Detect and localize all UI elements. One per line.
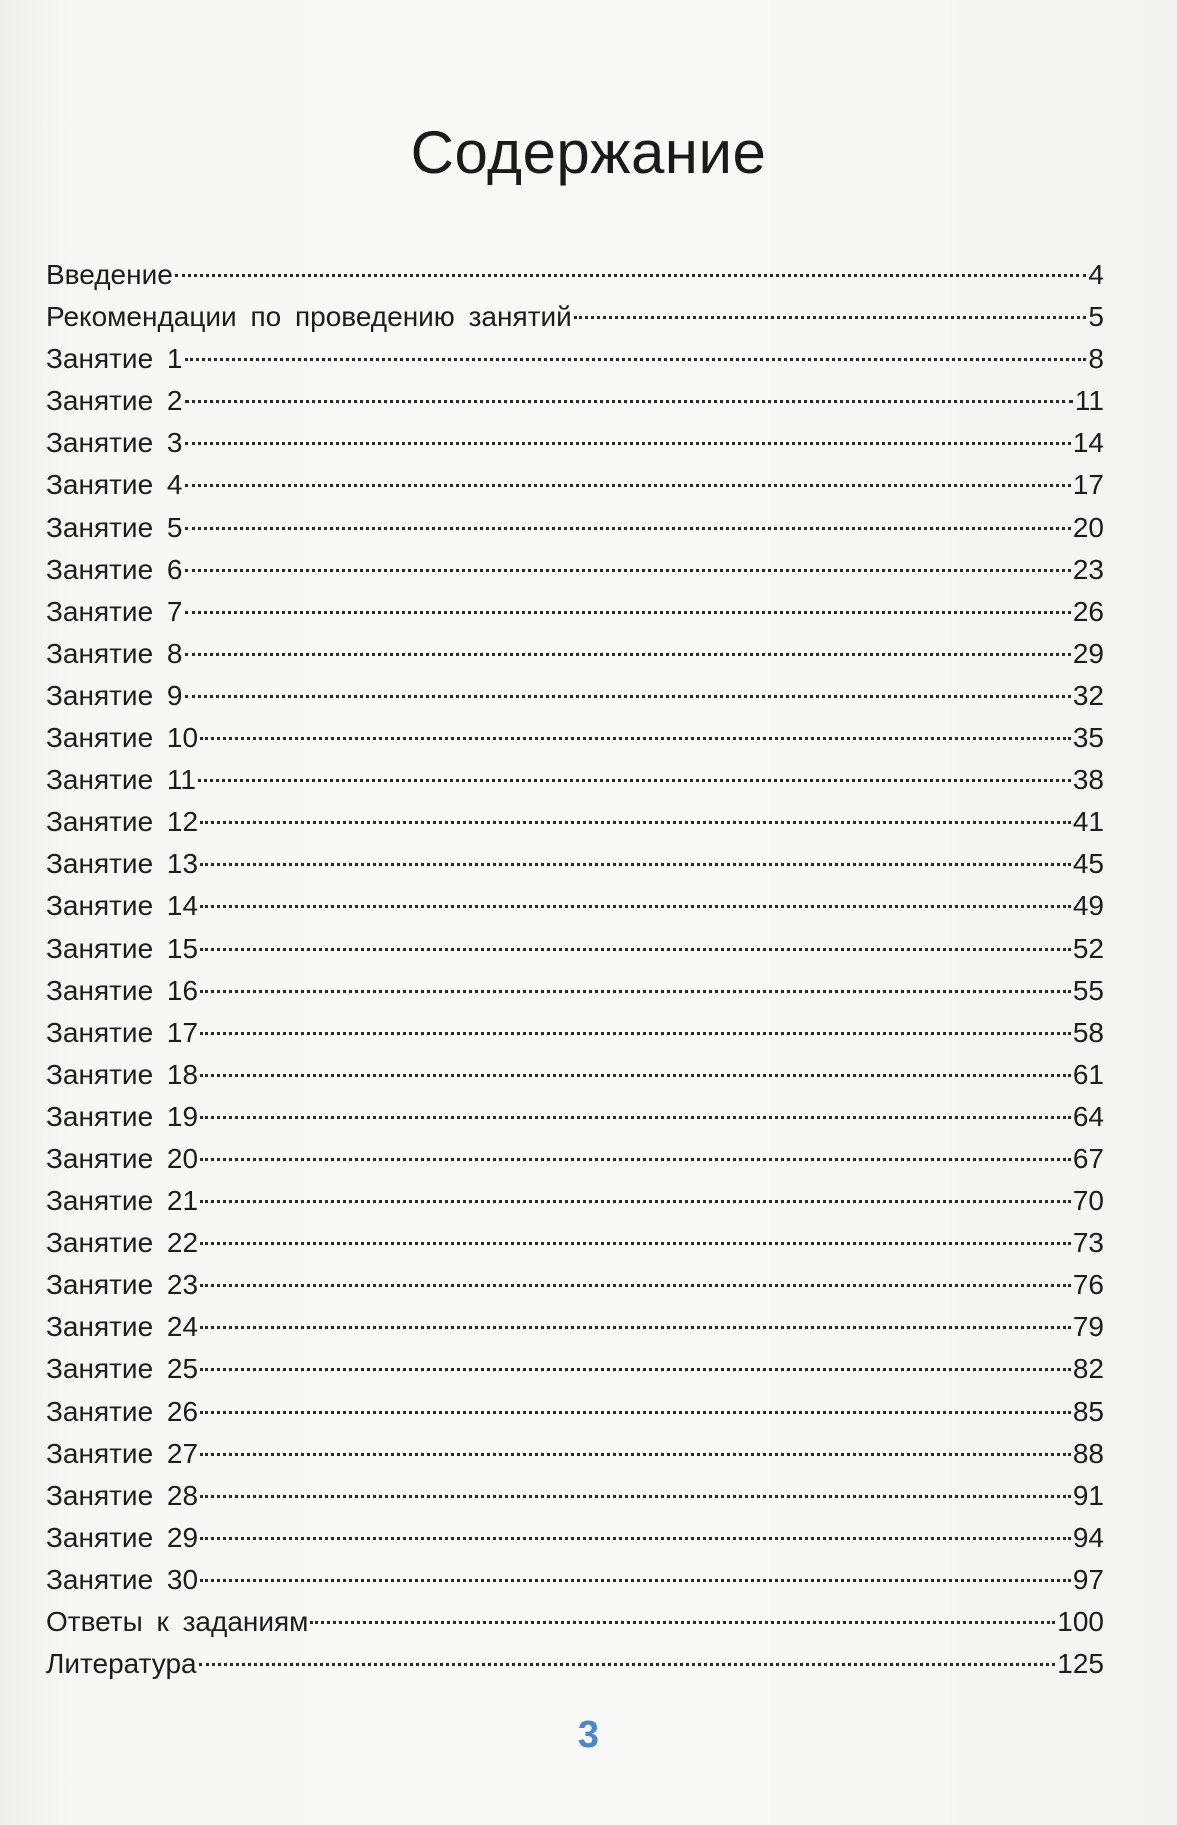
dot-leader (185, 569, 1071, 572)
dot-leader (200, 1579, 1071, 1582)
dot-leader (185, 400, 1073, 403)
toc-entry (46, 1054, 1104, 1096)
toc-entry-page: 55 (1072, 974, 1104, 1006)
toc-entry-page: 82 (1072, 1353, 1104, 1385)
dot-leader (200, 1158, 1071, 1161)
toc-entry-label: Занятие 22 (46, 1227, 199, 1259)
dot-leader (200, 863, 1071, 866)
toc-entry-label: Рекомендации по проведению занятий (46, 301, 572, 333)
dot-leader (175, 274, 1087, 277)
dot-leader (185, 695, 1071, 698)
dot-leader (185, 442, 1071, 445)
toc-entry-label: Занятие 7 (46, 595, 183, 627)
table-of-contents (46, 254, 1104, 1685)
dot-leader (199, 1663, 1056, 1666)
toc-entry-label: Занятие 1 (46, 343, 183, 375)
toc-entry-label: Занятие 14 (46, 890, 199, 922)
toc-entry-label: Ответы к заданиям (46, 1606, 309, 1637)
toc-entry (46, 1180, 1104, 1222)
toc-entry-page: 29 (1072, 637, 1104, 669)
toc-entry-label: Занятие 24 (46, 1311, 199, 1343)
toc-entry-label: Занятие 2 (46, 385, 183, 417)
toc-entry-page: 67 (1072, 1142, 1104, 1174)
toc-entry-page: 85 (1072, 1395, 1104, 1427)
dot-leader (574, 316, 1087, 319)
toc-entry-page: 49 (1072, 890, 1104, 922)
toc-entry (46, 717, 1104, 759)
dot-leader (200, 1537, 1071, 1540)
toc-entry-page: 97 (1072, 1563, 1104, 1595)
toc-entry-label: Занятие 26 (46, 1395, 199, 1427)
toc-entry (46, 1517, 1104, 1559)
toc-entry-page: 8 (1088, 343, 1104, 375)
toc-entry-page: 88 (1072, 1437, 1104, 1469)
toc-entry (46, 1306, 1104, 1348)
toc-entry (46, 1222, 1104, 1264)
toc-entry (46, 254, 1104, 296)
toc-entry-label: Занятие 25 (46, 1353, 199, 1385)
toc-entry-label: Занятие 4 (46, 469, 183, 501)
toc-entry-label: Занятие 18 (46, 1058, 199, 1090)
toc-entry-page: 4 (1088, 259, 1104, 290)
toc-entry-label: Занятие 13 (46, 848, 199, 880)
toc-entry (46, 1559, 1104, 1601)
dot-leader (200, 1411, 1071, 1414)
toc-entry-page: 76 (1072, 1269, 1104, 1301)
dot-leader (200, 948, 1071, 951)
toc-entry-label: Занятие 28 (46, 1479, 199, 1511)
dot-leader (200, 1116, 1071, 1119)
dot-leader (200, 990, 1071, 993)
toc-entry-page: 17 (1072, 469, 1104, 501)
toc-entry-label: Литература (46, 1648, 197, 1680)
toc-entry (46, 1391, 1104, 1433)
dot-leader (200, 1368, 1071, 1371)
dot-leader (185, 358, 1087, 361)
toc-entry-label: Занятие 30 (46, 1563, 199, 1595)
toc-entry (46, 591, 1104, 633)
dot-leader (200, 821, 1071, 824)
toc-entry (46, 507, 1104, 549)
dot-leader (310, 1621, 1055, 1624)
toc-entry (46, 1601, 1104, 1643)
toc-entry-label: Занятие 6 (46, 553, 183, 585)
toc-entry (46, 1138, 1104, 1180)
toc-entry-label: Занятие 20 (46, 1142, 199, 1174)
toc-entry-label: Занятие 10 (46, 722, 199, 754)
dot-leader (200, 1032, 1071, 1035)
toc-entry (46, 1264, 1104, 1306)
toc-entry-page: 5 (1088, 301, 1104, 333)
toc-entry-label: Занятие 23 (46, 1269, 199, 1301)
toc-entry-label: Занятие 3 (46, 427, 183, 459)
toc-entry (46, 1475, 1104, 1517)
toc-entry (46, 928, 1104, 970)
toc-entry-label: Занятие 8 (46, 637, 183, 669)
dot-leader (185, 484, 1071, 487)
toc-entry (46, 464, 1104, 506)
toc-entry-label: Занятие 17 (46, 1016, 199, 1048)
toc-entry (46, 970, 1104, 1012)
toc-entry-page: 26 (1072, 595, 1104, 627)
toc-entry (46, 759, 1104, 801)
toc-entry-label: Занятие 19 (46, 1100, 199, 1132)
toc-entry-label: Занятие 21 (46, 1185, 199, 1217)
toc-entry-label: Занятие 12 (46, 806, 199, 838)
toc-entry (46, 296, 1104, 338)
toc-entry-page: 73 (1072, 1227, 1104, 1259)
toc-entry (46, 338, 1104, 380)
toc-entry (46, 1643, 1104, 1685)
toc-entry-page: 23 (1072, 553, 1104, 585)
toc-entry (46, 422, 1104, 464)
toc-entry (46, 885, 1104, 927)
toc-entry-page: 70 (1072, 1185, 1104, 1217)
toc-entry-label: Занятие 11 (46, 764, 196, 796)
dot-leader (200, 1284, 1071, 1287)
toc-entry-label: Введение (46, 259, 173, 290)
toc-entry-page: 64 (1072, 1100, 1104, 1132)
dot-leader (185, 611, 1071, 614)
toc-entry-page: 52 (1072, 932, 1104, 964)
dot-leader (185, 527, 1071, 530)
dot-leader (200, 1074, 1071, 1077)
toc-entry-page: 11 (1074, 385, 1104, 417)
dot-leader (185, 653, 1071, 656)
dot-leader (200, 905, 1071, 908)
toc-entry-page: 20 (1072, 511, 1104, 543)
toc-entry-page: 14 (1072, 427, 1104, 459)
toc-entry-page: 100 (1057, 1606, 1104, 1637)
toc-entry-page: 32 (1072, 679, 1104, 711)
toc-entry-label: Занятие 29 (46, 1521, 199, 1553)
toc-entry (46, 1096, 1104, 1138)
dot-leader (200, 1200, 1071, 1203)
dot-leader (200, 1326, 1071, 1329)
dot-leader (200, 1242, 1071, 1245)
page-number: 3 (577, 1714, 600, 1756)
toc-entry-page: 91 (1072, 1479, 1104, 1511)
dot-leader (200, 1453, 1071, 1456)
toc-entry-label: Занятие 27 (46, 1437, 199, 1469)
toc-entry-page: 45 (1072, 848, 1104, 880)
toc-entry-page: 41 (1072, 806, 1104, 838)
dot-leader (200, 1495, 1071, 1498)
toc-entry-page: 38 (1072, 764, 1104, 796)
toc-entry (46, 1348, 1104, 1390)
toc-entry-label: Занятие 5 (46, 511, 183, 543)
toc-entry-label: Занятие 15 (46, 932, 199, 964)
toc-entry (46, 549, 1104, 591)
toc-entry-page: 79 (1072, 1311, 1104, 1343)
toc-entry (46, 843, 1104, 885)
dot-leader (200, 737, 1071, 740)
toc-entry (46, 380, 1104, 422)
toc-entry-page: 125 (1057, 1648, 1104, 1680)
toc-entry-page: 58 (1072, 1016, 1104, 1048)
page-title: Содержание (410, 119, 767, 186)
toc-entry (46, 1433, 1104, 1475)
toc-entry (46, 1012, 1104, 1054)
toc-entry-page: 35 (1072, 722, 1104, 754)
toc-entry (46, 801, 1104, 843)
dot-leader (198, 779, 1071, 782)
toc-entry-page: 94 (1072, 1521, 1104, 1553)
toc-entry-label: Занятие 16 (46, 974, 199, 1006)
toc-entry-label: Занятие 9 (46, 679, 183, 711)
toc-entry (46, 633, 1104, 675)
toc-entry-page: 61 (1072, 1058, 1104, 1090)
toc-entry (46, 675, 1104, 717)
